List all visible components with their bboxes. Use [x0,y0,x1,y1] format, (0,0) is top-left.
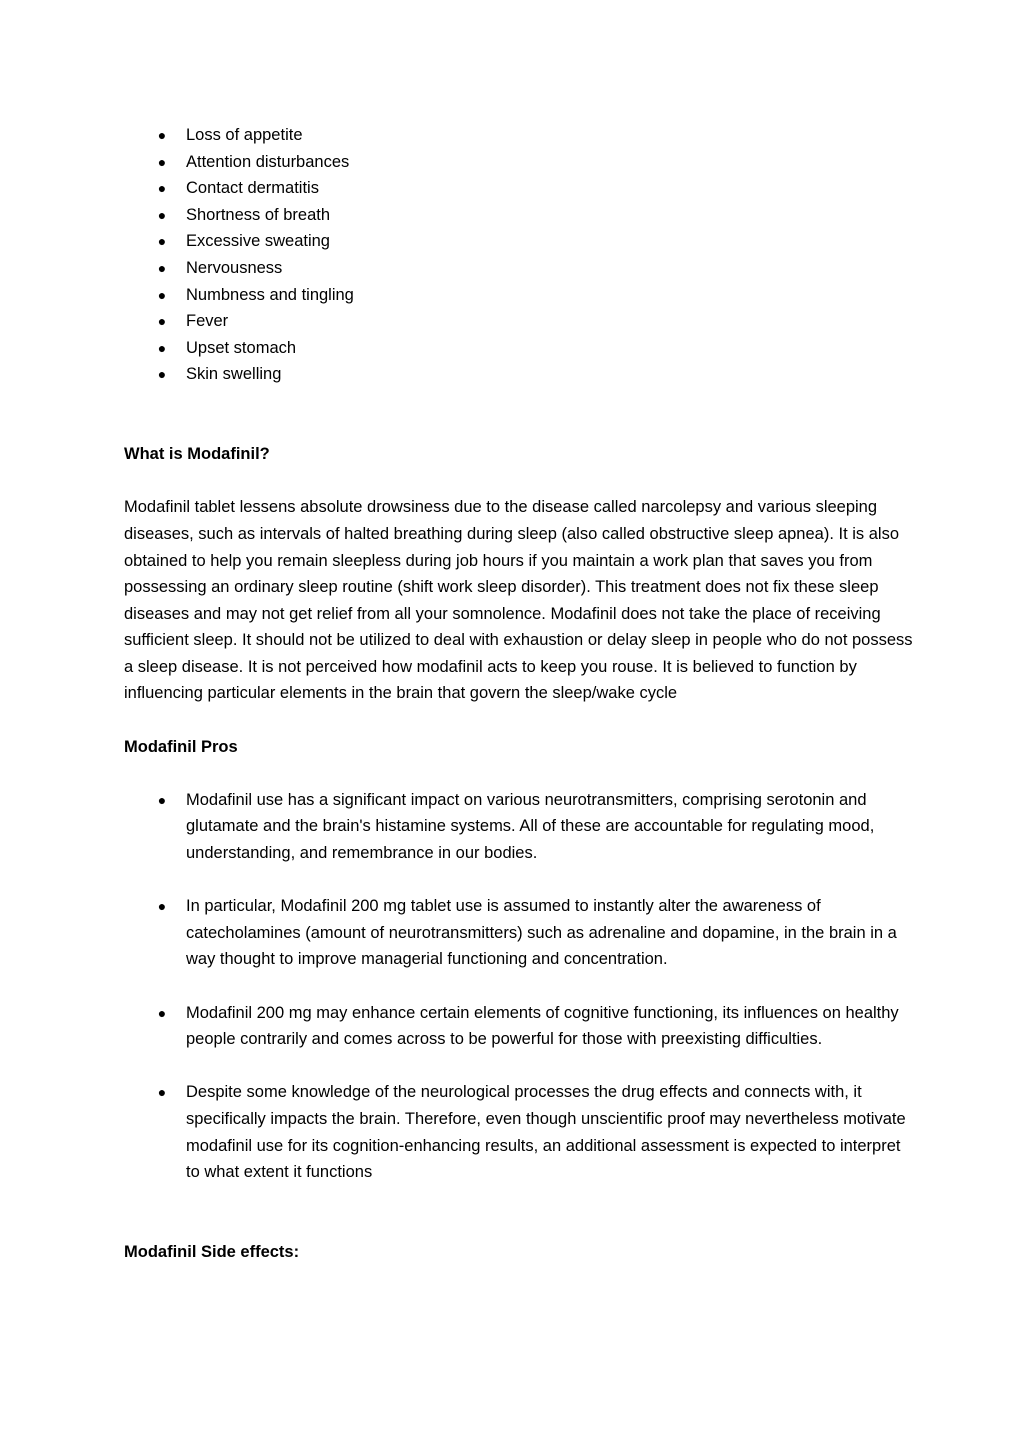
bullet-icon: ● [157,366,167,383]
bullet-icon: ● [157,206,167,223]
symptoms-list [124,122,914,388]
pros-item-text: Modafinil use has a significant impact on various neurotransmitters, comprising serotonin and glutamate and the brain's histamine systems. All of these are accountable for regulating mood, understanding, and remembrance in our bodies. [186,790,875,863]
bullet-icon: ● [157,286,167,303]
list-item [124,1079,914,1185]
list-item [124,893,914,973]
what-is-paragraph: Modafinil tablet lessens absolute drowsiness due to the disease called narcolepsy and various sleeping diseases, such as intervals of halted breathing during sleep (also called obstructive sleep apnea). It is also obtained to help you remain sleepless during job hours if you maintain a work plan that saves you from possessing an ordinary sleep routine (shift work sleep disorder). This treatment does not fix these sleep diseases and may not get relief from all your somnolence. Modafinil does not take the place of receiving sufficient sleep. It should not be utilized to deal with exhaustion or delay sleep in people who do not possess a sleep disease. It is not perceived how modafinil acts to keep you rouse. It is believed to function by influencing particular elements in the brain that govern the sleep/wake cycle [124,498,913,703]
symptom-text: Contact dermatitis [186,179,319,198]
bullet-icon: ● [157,180,167,197]
bullet-icon: ● [157,127,167,143]
what-is-heading: What is Modafinil? [124,445,270,464]
bullet-icon: ● [157,791,167,808]
spacer [124,388,914,441]
list-item [124,228,914,255]
spacer [124,707,914,734]
list-item [124,787,914,867]
list-item [124,361,914,388]
spacer [124,1186,914,1239]
side-effects-heading: Modafinil Side effects: [124,1242,300,1261]
symptom-text: Upset stomach [186,338,297,357]
list-item [124,282,914,309]
list-item [124,202,914,229]
bullet-icon: ● [157,313,167,330]
pros-item-text: Despite some knowledge of the neurological processes the drug effects and connects with, it specifically impacts the brain. Therefore, even though unscientific proof may nevertheless motivate modafinil use for its cognition-enhancing results, an additional assessment is expected to interpret to what extent it functions [186,1083,906,1182]
list-item [124,1000,914,1053]
pros-heading: Modafinil Pros [124,737,238,756]
pros-item-text: Modafinil 200 mg may enhance certain elements of cognitive functioning, its influences on healthy people contrarily and comes across to be powerful for those with preexisting difficulties. [186,1003,899,1049]
spacer [124,468,914,495]
symptom-text: Nervousness [186,258,283,277]
bullet-icon: ● [157,153,167,170]
symptom-text: Fever [186,312,229,331]
symptom-text: Skin swelling [186,365,282,384]
list-item [124,255,914,282]
list-item [124,175,914,202]
pros-list [124,787,914,1186]
bullet-icon: ● [157,1004,167,1021]
symptom-text: Loss of appetite [186,126,303,144]
symptom-text: Numbness and tingling [186,285,354,304]
bullet-icon: ● [157,233,167,250]
bullet-icon: ● [157,1084,167,1101]
list-item [124,122,914,149]
document-page [124,122,914,1266]
symptom-text: Excessive sweating [186,232,330,251]
list-item [124,149,914,176]
list-item [124,308,914,335]
list-item [124,335,914,362]
pros-item-text: In particular, Modafinil 200 mg tablet use is assumed to instantly alter the awareness of catecholamines (amount of neurotransmitters) such as adrenaline and dopamine, in the brain in a way thought to improve managerial functioning and concentration. [186,897,897,969]
bullet-icon: ● [157,339,167,356]
bullet-icon: ● [157,259,167,276]
bullet-icon: ● [157,898,167,915]
symptom-text: Shortness of breath [186,205,331,224]
symptom-text: Attention disturbances [186,152,350,171]
spacer [124,760,914,787]
